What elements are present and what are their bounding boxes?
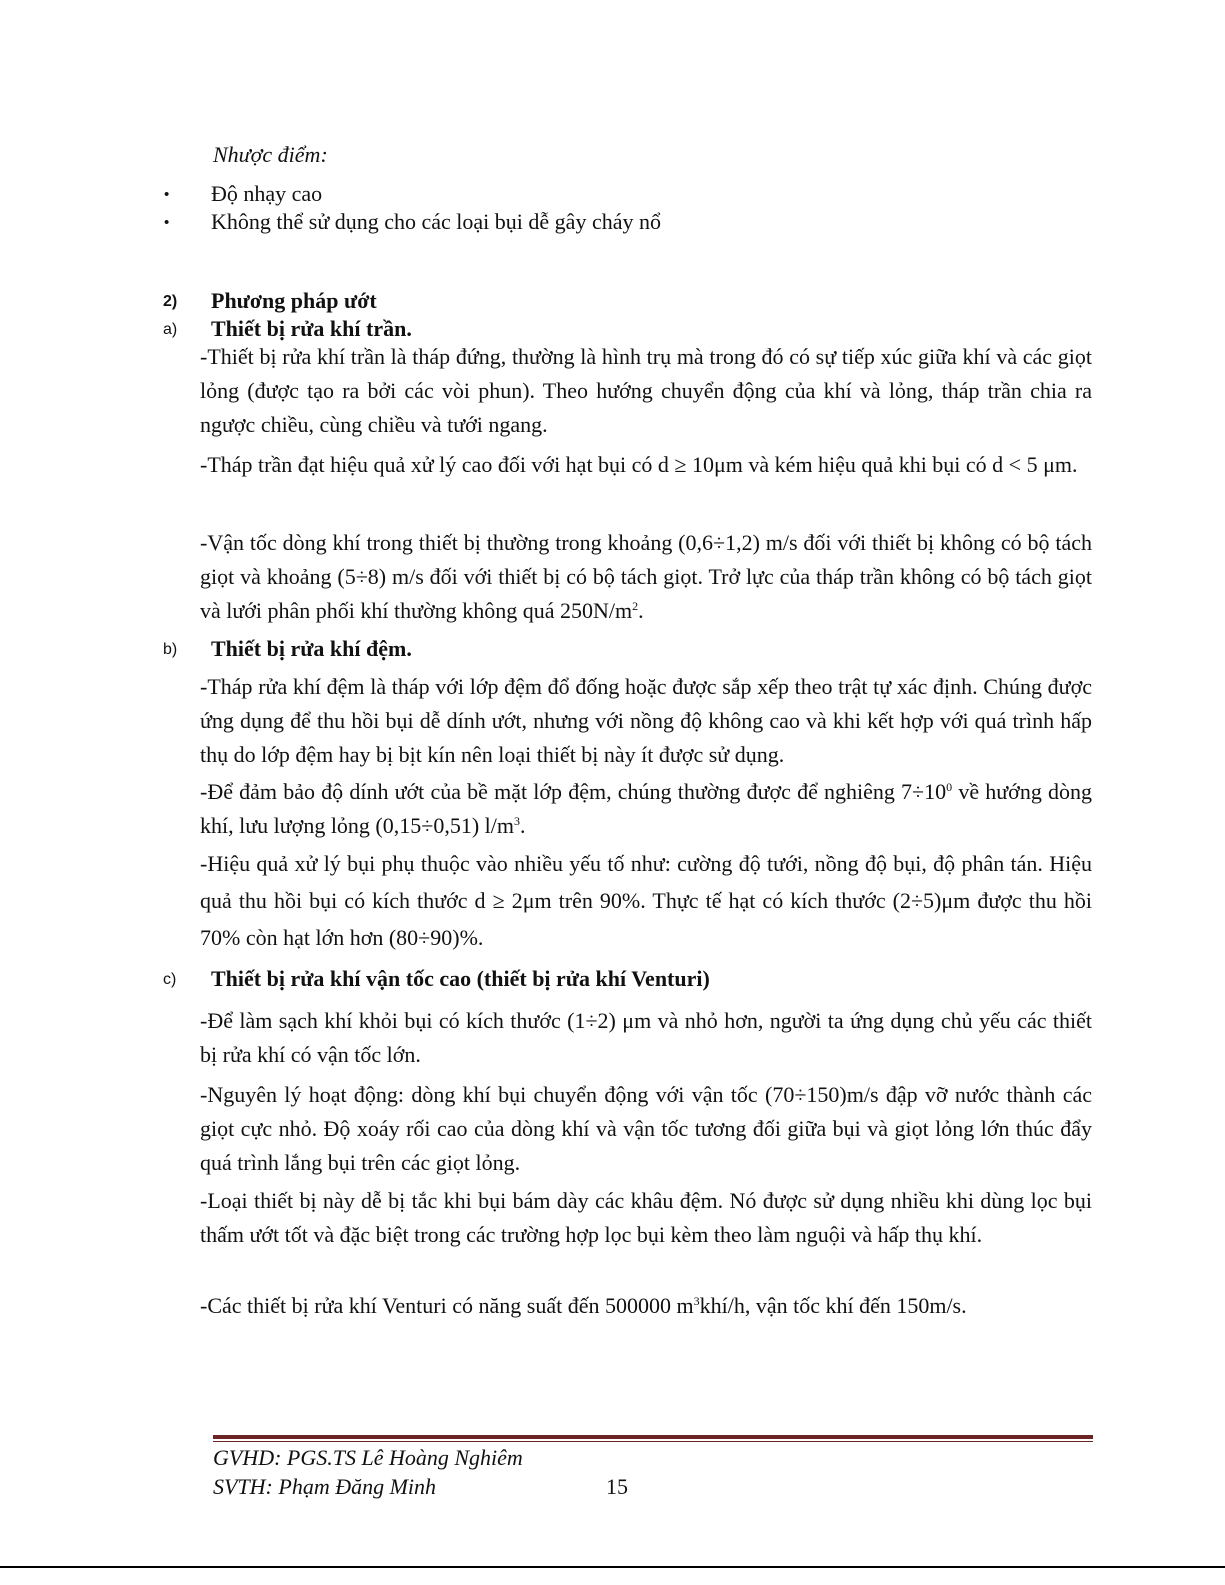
subsection-marker-c: c) xyxy=(163,971,177,988)
page-number: 15 xyxy=(606,1474,628,1499)
disadvantages-heading: Nhược điểm: xyxy=(213,142,328,167)
paragraph-a3: -Vận tốc dòng khí trong thiết bị thường trong khoảng (0,6÷1,2) m/s đối với thiết bị không có bộ tách giọt và khoảng (5÷8) m/s đối với thiết bị có bộ tách giọt. Trở lực của tháp trần không có bộ tách giọt và lưới phân phối khí thường không quá $250N/m^2$. xyxy=(200,530,1092,623)
paragraph-c4: -Các thiết bị rửa khí Venturi có năng suất đến 500000 $m^3khí/h$, vận tốc khí đến 150m/s. xyxy=(200,1293,967,1318)
paragraph-b2: -Để đảm bảo độ dính ướt của bề mặt lớp đệm, chúng thường được để nghiêng $7\div 10^0$ về hướng dòng khí, lưu lượng lỏng (0,15÷0,51) $l/m^3$. xyxy=(200,779,1092,838)
footer-advisor: GVHD: PGS.TS Lê Hoàng Nghiêm xyxy=(213,1445,523,1470)
superscript: 3 xyxy=(693,1294,700,1308)
subsection-marker-b: b) xyxy=(163,641,178,658)
page-bottom-border xyxy=(0,1566,1225,1568)
subsection-marker-a: a) xyxy=(163,321,178,338)
subsection-title-a: Thiết bị rửa khí trần. xyxy=(211,316,412,341)
superscript: 0 xyxy=(946,780,953,794)
subsection-title-b: Thiết bị rửa khí đệm. xyxy=(211,636,412,661)
section-title: Phương pháp ướt xyxy=(211,288,377,313)
paragraph-b3: -Hiệu quả xử lý bụi phụ thuộc vào nhiều yếu tố như: cường độ tưới, nồng độ bụi, độ phân tán. Hiệu quả thu hồi bụi có kích thước d ≥ 2μm trên 90%. Thực tế hạt có kích thước (2÷5)μm được thu hồi 70% còn hạt lớn hơn (80÷90)%. xyxy=(200,851,1092,950)
subsection-title-c: Thiết bị rửa khí vận tốc cao (thiết bị rửa khí Venturi) xyxy=(211,966,710,991)
footer-rule xyxy=(213,1435,1093,1439)
paragraph-c1: -Để làm sạch khí khỏi bụi có kích thước (1÷2) μm và nhỏ hơn, người ta ứng dụng chủ yếu các thiết bị rửa khí có vận tốc lớn. xyxy=(200,1008,1092,1067)
paragraph-a1: -Thiết bị rửa khí trần là tháp đứng, thường là hình trụ mà trong đó có sự tiếp xúc giữa khí và các giọt lỏng (được tạo ra bởi các vòi phun). Theo hướng chuyển động của khí và lỏng, tháp trần chia ra ngược chiều, cùng chiều và tưới ngang. xyxy=(200,344,1092,437)
bullet-icon: • xyxy=(164,186,170,203)
list-item: Không thể sử dụng cho các loại bụi dễ gây cháy nổ xyxy=(211,209,661,234)
section-number: 2) xyxy=(163,293,178,310)
paragraph-a2: -Tháp trần đạt hiệu quả xử lý cao đối với hạt bụi có d ≥ 10μm và kém hiệu quả khi bụi có d < 5 μm. xyxy=(200,452,1078,477)
paragraph-c2: -Nguyên lý hoạt động: dòng khí bụi chuyển động với vận tốc (70÷150)m/s đập vỡ nước thành các giọt cực nhỏ. Độ xoáy rối cao của dòng khí và vận tốc tương đối giữa bụi và giọt lỏng lớn thúc đẩy quá trình lắng bụi trên các giọt lỏng. xyxy=(200,1082,1092,1175)
superscript: 3 xyxy=(514,814,520,828)
superscript: 2 xyxy=(632,599,639,613)
paragraph-c3: -Loại thiết bị này dễ bị tắc khi bụi bám dày các khâu đệm. Nó được sử dụng nhiều khi dùng lọc bụi thấm ướt tốt và đặc biệt trong các trường hợp lọc bụi kèm theo làm nguội và hấp thụ khí. xyxy=(200,1188,1092,1247)
list-item: Độ nhạy cao xyxy=(211,181,323,206)
bullet-icon: • xyxy=(164,214,170,231)
paragraph-b1: -Tháp rửa khí đệm là tháp với lớp đệm đổ đống hoặc được sắp xếp theo trật tự xác định. Chúng được ứng dụng để thu hồi bụi dễ dính ướt, nhưng với nồng độ không cao và khi kết hợp với quá trình hấp thụ do lớp đệm hay bị bịt kín nên loại thiết bị này ít được sử dụng. xyxy=(200,674,1092,767)
footer-student: SVTH: Phạm Đăng Minh xyxy=(213,1474,437,1499)
